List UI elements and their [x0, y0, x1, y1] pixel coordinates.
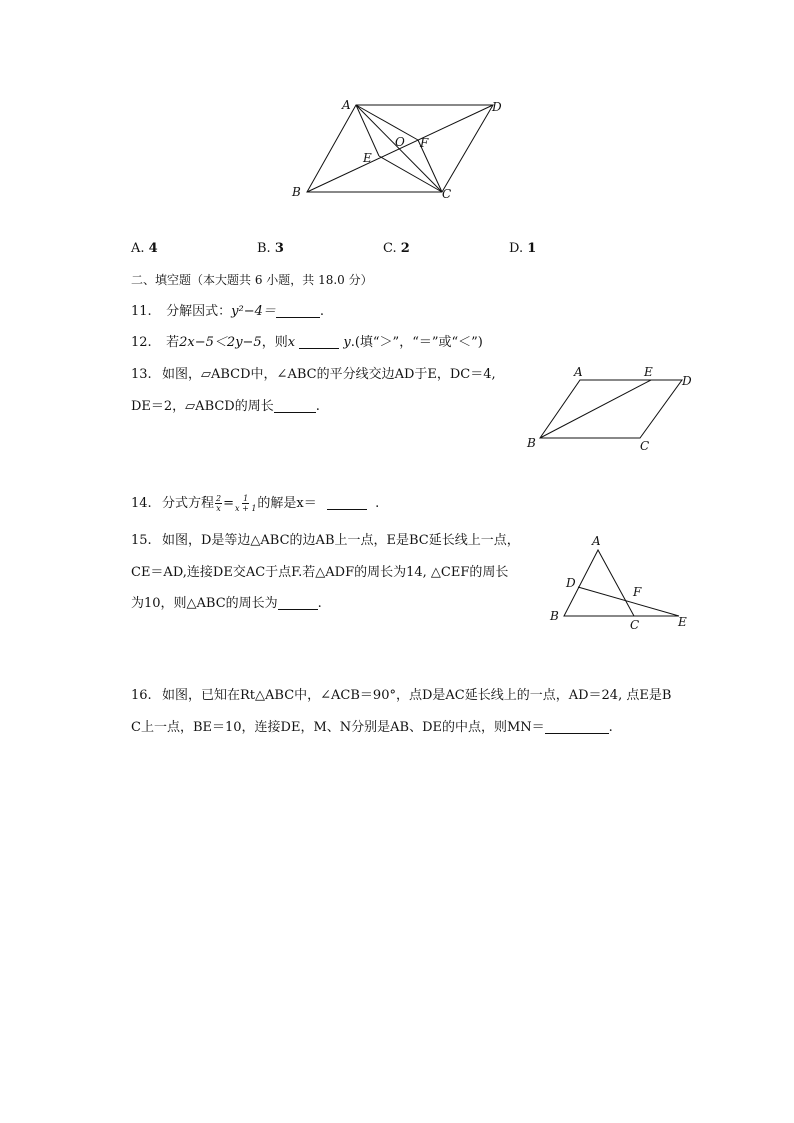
question-15-line-1: 15. 如图，D是等边△ABC的边AB上一点，E是BC延长线上一点， [131, 531, 520, 551]
answer-blank[interactable] [278, 595, 318, 610]
segment-ce [379, 156, 442, 192]
label-a: A [592, 534, 601, 548]
label-d: D [682, 374, 692, 388]
label-f: F [420, 136, 429, 150]
question-number: 16. [131, 688, 152, 703]
label-b: B [550, 609, 559, 623]
segment-de [578, 587, 679, 616]
label-c: C [640, 439, 650, 453]
fraction-1-over-x-plus-1: $\frac{1}{x + 1}$ [235, 494, 257, 513]
answer-blank[interactable] [327, 495, 367, 510]
choice-c: C. 2 [383, 241, 410, 256]
question-11: 11. 分解因式：y²−4＝ . [131, 302, 324, 322]
question-number: 15. [131, 533, 152, 548]
answer-blank[interactable] [274, 398, 316, 413]
answer-blank[interactable] [545, 719, 609, 734]
segment-af [356, 105, 418, 140]
label-c: C [442, 187, 452, 201]
choice-d: D. 1 [509, 241, 537, 256]
label-e: E [363, 151, 372, 165]
answer-blank[interactable] [299, 334, 339, 349]
section-title: 二、填空题（本大题共 6 小题，共 18.0 分） [131, 273, 373, 287]
segment-ae [356, 105, 379, 156]
parallelogram-abcd [540, 380, 682, 438]
figure-parallelogram-diagonals [280, 92, 510, 204]
question-15-line-3: 为10，则△ABC的周长为 . [131, 596, 322, 611]
question-14: 14. 分式方程 $\frac{2}{x}$ = $\frac{1}{x + 1}$ 的解是x＝ . [131, 494, 380, 513]
question-16-line-1: 16. 如图，已知在Rt△ABC中，∠ACB＝90°，点D是AC延长线上的一点，AD＝24, 点E是B [131, 686, 671, 706]
label-f: F [633, 585, 642, 599]
question-number: 12. [131, 335, 152, 350]
question-13-line-2: DE＝2，▱ABCD的周长 . [131, 399, 320, 414]
label-d: D [492, 100, 502, 114]
choice-a: A. 4 [131, 241, 158, 256]
answer-blank[interactable] [276, 303, 320, 318]
label-b: B [527, 436, 536, 450]
label-a: A [574, 365, 583, 379]
choice-b: B. 3 [257, 241, 284, 256]
question-number: 13. [131, 367, 152, 382]
question-number: 14. [131, 496, 152, 511]
label-o: O [395, 135, 405, 149]
label-e: E [644, 365, 653, 379]
question-16-line-2: C上一点，BE＝10，连接DE，M、N分别是AB、DE的中点，则MN＝ . [131, 720, 613, 735]
label-d: D [566, 576, 576, 590]
fraction-2-over-x: $\frac{2}{x}$ [216, 494, 222, 513]
label-a: A [342, 98, 351, 112]
question-12: 12. 若2x−5＜2y−5，则x y.(填“＞”，“＝”或“＜”) [131, 333, 483, 353]
segment-be [540, 380, 651, 438]
figure-q15-triangle [546, 532, 696, 632]
figure-q13-parallelogram [520, 362, 700, 454]
question-13-line-1: 13. 如图，▱ABCD中，∠ABC的平分线交边AD于E，DC＝4, [131, 365, 496, 385]
label-c: C [630, 618, 640, 632]
question-15-line-2: CE＝AD,连接DE交AC于点F.若△ADF的周长为14, △CEF的周长 [131, 565, 509, 580]
label-b: B [292, 185, 301, 199]
question-number: 11. [131, 304, 152, 319]
label-e: E [678, 615, 687, 629]
